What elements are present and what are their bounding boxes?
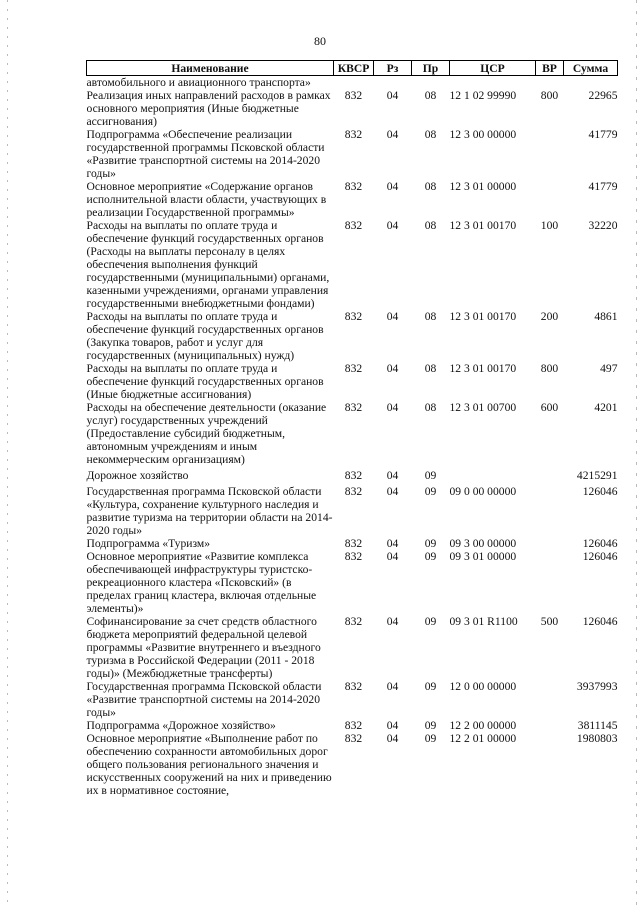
cell-pr: 09 bbox=[424, 680, 437, 693]
cell-name: Подпрограмма «Туризм» bbox=[86, 537, 211, 550]
cell-csr: 12 0 00 00000 bbox=[449, 680, 517, 693]
cell-vr: 100 bbox=[540, 219, 559, 232]
cell-kvsr: 832 bbox=[344, 362, 363, 375]
cell-name: Расходы на обеспечение деятельности (оказание услуг) государственных учреждений (Предоставление субсидий бюджетным, автономным учреждениям и иным некоммерческим организациям) bbox=[86, 401, 327, 466]
cell-rz: 04 bbox=[386, 615, 399, 628]
cell-name: Софинансирование за счет средств областного бюджета мероприятий федеральной целевой программы «Развитие внутреннего и въездного туризма в Российской Федерации (2011 - 2018 годы)» (Межбюджетные трансферты) bbox=[86, 615, 321, 680]
cell-vr bbox=[536, 128, 564, 180]
cell-rz: 04 bbox=[386, 128, 399, 141]
cell-rz: 04 bbox=[386, 537, 399, 550]
header-name: Наименование bbox=[87, 61, 334, 76]
cell-name: Расходы на выплаты по оплате труда и обеспечение функций государственных органов (Иные бюджетные ассигнования) bbox=[86, 362, 324, 401]
cell-kvsr: 832 bbox=[344, 719, 363, 732]
cell-vr: 800 bbox=[540, 362, 559, 375]
cell-pr bbox=[412, 76, 450, 90]
cell-vr bbox=[536, 680, 564, 719]
cell-name: Дорожное хозяйство bbox=[86, 469, 189, 482]
table-row bbox=[87, 537, 618, 550]
table-row bbox=[87, 469, 618, 485]
header-kvsr: КВСР bbox=[334, 61, 374, 76]
cell-pr: 08 bbox=[424, 180, 437, 193]
cell-csr: 12 2 00 00000 bbox=[449, 719, 517, 732]
cell-csr: 09 3 00 00000 bbox=[449, 537, 517, 550]
cell-sum: 32220 bbox=[588, 219, 618, 232]
cell-name: Реализация иных направлений расходов в рамках основного мероприятия (Иные бюджетные ассигнования) bbox=[86, 89, 331, 128]
cell-csr: 09 3 01 00000 bbox=[449, 550, 517, 563]
cell-pr: 08 bbox=[424, 401, 437, 414]
cell-kvsr: 832 bbox=[344, 219, 363, 232]
cell-rz: 04 bbox=[386, 401, 399, 414]
cell-kvsr: 832 bbox=[344, 615, 363, 628]
cell-sum: 497 bbox=[600, 362, 618, 375]
cell-kvsr: 832 bbox=[344, 732, 363, 745]
cell-kvsr: 832 bbox=[344, 180, 363, 193]
cell-sum: 126046 bbox=[582, 537, 618, 550]
cell-name: Государственная программа Псковской области «Развитие транспортной системы на 2014-2020 годы» bbox=[86, 680, 322, 719]
cell-name: Основное мероприятие «Выполнение работ по обеспечению сохранности автомобильных дорог общего пользования регионального значения и искусственных сооружений на них и приведению их в нормативное состояние, bbox=[86, 732, 332, 797]
scan-edge-right bbox=[636, 0, 637, 905]
cell-vr bbox=[536, 469, 564, 485]
table-row bbox=[87, 89, 618, 128]
cell-csr: 12 3 01 00170 bbox=[449, 310, 517, 323]
table-header-row bbox=[87, 61, 618, 76]
cell-kvsr: 832 bbox=[344, 537, 363, 550]
cell-pr: 08 bbox=[424, 362, 437, 375]
table-row bbox=[87, 485, 618, 537]
cell-csr: 12 3 01 00700 bbox=[449, 401, 517, 414]
cell-vr bbox=[536, 550, 564, 615]
cell-rz: 04 bbox=[386, 485, 399, 498]
cell-name: автомобильного и авиационного транспорта» bbox=[86, 76, 311, 89]
cell-vr: 800 bbox=[540, 89, 559, 102]
budget-table bbox=[86, 60, 618, 797]
cell-sum: 1980803 bbox=[576, 732, 618, 745]
cell-name: Подпрограмма «Дорожное хозяйство» bbox=[86, 719, 276, 732]
cell-csr: 12 1 02 99990 bbox=[449, 89, 517, 102]
cell-rz: 04 bbox=[386, 719, 399, 732]
cell-csr bbox=[450, 76, 536, 90]
header-csr: ЦСР bbox=[450, 61, 536, 76]
cell-kvsr: 832 bbox=[344, 550, 363, 563]
cell-rz: 04 bbox=[386, 219, 399, 232]
cell-rz: 04 bbox=[386, 469, 399, 482]
cell-sum: 4215291 bbox=[576, 469, 618, 482]
table-row bbox=[87, 401, 618, 469]
cell-sum: 126046 bbox=[582, 485, 618, 498]
cell-name: Расходы на выплаты по оплате труда и обеспечение функций государственных органов (Расходы на выплаты персоналу в целях обеспечения выполнения функций государственными (муниципальными) органами, казенными учреждениями, органами управления государственными внебюджетными фондами) bbox=[86, 219, 330, 310]
table-row bbox=[87, 680, 618, 719]
cell-rz: 04 bbox=[386, 732, 399, 745]
cell-name: Расходы на выплаты по оплате труда и обеспечение функций государственных органов (Закупка товаров, работ и услуг для государственных (муниципальных) нужд) bbox=[86, 310, 324, 362]
cell-pr: 09 bbox=[424, 732, 437, 745]
cell-sum: 3937993 bbox=[576, 680, 618, 693]
cell-kvsr bbox=[334, 76, 374, 90]
cell-vr: 200 bbox=[540, 310, 559, 323]
cell-kvsr: 832 bbox=[344, 485, 363, 498]
cell-pr: 09 bbox=[424, 537, 437, 550]
cell-sum: 126046 bbox=[582, 550, 618, 563]
cell-vr bbox=[536, 485, 564, 537]
table-row bbox=[87, 310, 618, 362]
table-row bbox=[87, 550, 618, 615]
cell-pr: 09 bbox=[424, 485, 437, 498]
cell-csr: 12 2 01 00000 bbox=[449, 732, 517, 745]
cell-pr: 09 bbox=[424, 615, 437, 628]
table-row bbox=[87, 180, 618, 219]
cell-sum: 4861 bbox=[594, 310, 618, 323]
cell-rz: 04 bbox=[386, 680, 399, 693]
cell-rz: 04 bbox=[386, 550, 399, 563]
cell-name: Подпрограмма «Обеспечение реализации государственной программы Псковской области «Развитие транспортной системы на 2014-2020 годы» bbox=[86, 128, 325, 180]
cell-csr: 12 3 00 00000 bbox=[449, 128, 517, 141]
cell-kvsr: 832 bbox=[344, 401, 363, 414]
cell-vr: 500 bbox=[540, 615, 559, 628]
cell-csr: 09 0 00 00000 bbox=[449, 485, 517, 498]
cell-kvsr: 832 bbox=[344, 680, 363, 693]
scan-edge-left bbox=[7, 0, 8, 905]
cell-csr: 12 3 01 00000 bbox=[449, 180, 517, 193]
header-pr: Пр bbox=[412, 61, 450, 76]
cell-vr bbox=[536, 76, 564, 90]
cell-sum: 41779 bbox=[588, 128, 618, 141]
cell-kvsr: 832 bbox=[344, 469, 363, 482]
cell-pr: 08 bbox=[424, 89, 437, 102]
cell-sum: 126046 bbox=[582, 615, 618, 628]
cell-csr bbox=[450, 469, 536, 485]
cell-rz: 04 bbox=[386, 180, 399, 193]
cell-vr: 600 bbox=[540, 401, 559, 414]
cell-rz bbox=[374, 76, 412, 90]
table-row bbox=[87, 362, 618, 401]
cell-sum bbox=[564, 76, 618, 90]
cell-pr: 09 bbox=[424, 719, 437, 732]
cell-vr bbox=[536, 719, 564, 732]
cell-vr bbox=[536, 180, 564, 219]
cell-rz: 04 bbox=[386, 89, 399, 102]
cell-pr: 08 bbox=[424, 310, 437, 323]
header-rz: Рз bbox=[374, 61, 412, 76]
cell-sum: 41779 bbox=[588, 180, 618, 193]
cell-kvsr: 832 bbox=[344, 89, 363, 102]
cell-csr: 12 3 01 00170 bbox=[449, 362, 517, 375]
cell-vr bbox=[536, 732, 564, 797]
cell-csr: 09 3 01 R1100 bbox=[449, 615, 518, 628]
cell-pr: 09 bbox=[424, 469, 437, 482]
table-row bbox=[87, 128, 618, 180]
table-row bbox=[87, 219, 618, 310]
cell-name: Основное мероприятие «Развитие комплекса обеспечивающей инфраструктуры туристско-рекреационного кластера «Псковский» (в пределах границ кластера, включая отдельные элементы)» bbox=[86, 550, 317, 615]
cell-sum: 3811145 bbox=[577, 719, 618, 732]
cell-sum: 22965 bbox=[588, 89, 618, 102]
header-sum: Сумма bbox=[564, 61, 618, 76]
cell-kvsr: 832 bbox=[344, 128, 363, 141]
cell-name: Государственная программа Псковской области «Культура, сохранение культурного наследия и развитие туризма на территории области на 2014-2020 годы» bbox=[86, 485, 333, 537]
header-vr: ВР bbox=[536, 61, 564, 76]
cell-pr: 08 bbox=[424, 219, 437, 232]
table-row bbox=[87, 615, 618, 680]
cell-kvsr: 832 bbox=[344, 310, 363, 323]
table-row bbox=[87, 732, 618, 797]
cell-pr: 09 bbox=[424, 550, 437, 563]
cell-sum: 4201 bbox=[594, 401, 618, 414]
table-row bbox=[87, 719, 618, 732]
table-row bbox=[87, 76, 618, 90]
page-number: 80 bbox=[314, 34, 326, 48]
cell-pr: 08 bbox=[424, 128, 437, 141]
cell-rz: 04 bbox=[386, 310, 399, 323]
cell-rz: 04 bbox=[386, 362, 399, 375]
cell-vr bbox=[536, 537, 564, 550]
cell-csr: 12 3 01 00170 bbox=[449, 219, 517, 232]
table-body bbox=[87, 76, 618, 798]
cell-name: Основное мероприятие «Содержание органов исполнительной власти области, участвующих в реализации Государственной программы» bbox=[86, 180, 327, 219]
